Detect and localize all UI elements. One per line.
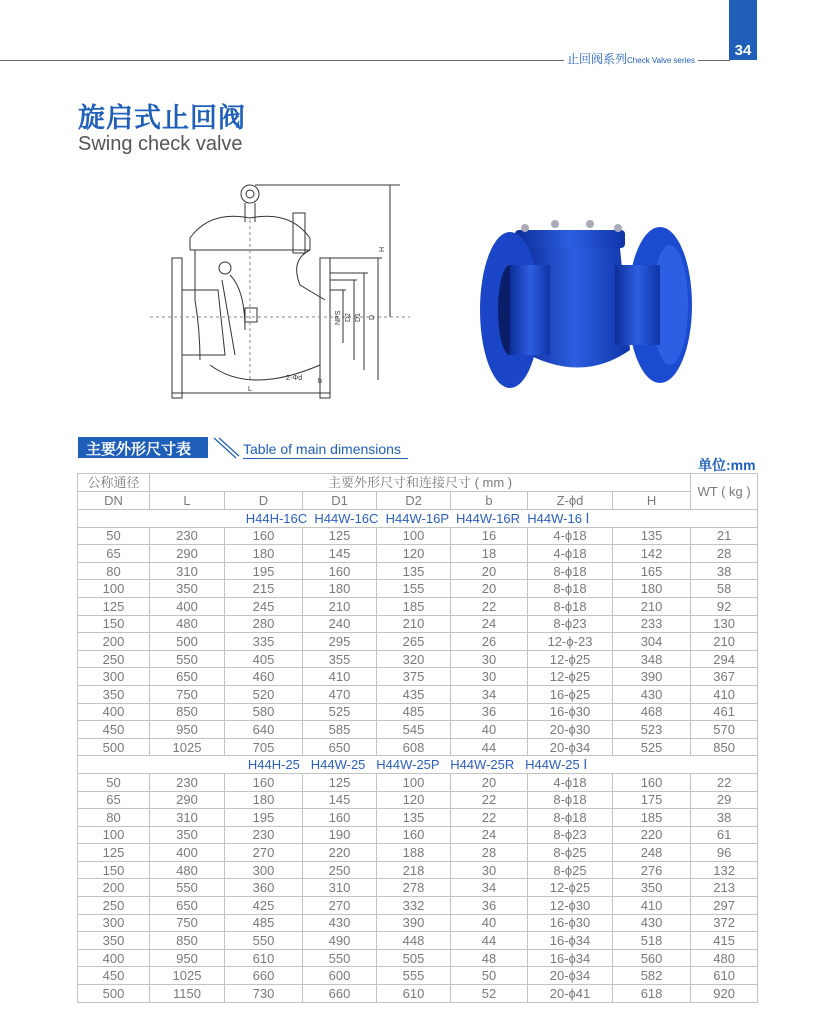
- table-row: [78, 668, 758, 686]
- table-cell: 250: [78, 897, 150, 915]
- table-cell: 160: [613, 773, 691, 791]
- table-cell: 155: [377, 580, 451, 598]
- table-cell: 278: [377, 879, 451, 897]
- table-cell: 310: [303, 879, 377, 897]
- table-row: [78, 879, 758, 897]
- table-cell: 230: [150, 773, 225, 791]
- table-cell: 20-ϕ30: [528, 721, 613, 739]
- table-cell: 350: [150, 580, 225, 598]
- table-cell: 26: [451, 633, 528, 651]
- table-cell: 8-ϕ18: [528, 580, 613, 598]
- table-cell: 220: [613, 826, 691, 844]
- table-cell: 610: [691, 967, 758, 985]
- table-cell: 96: [691, 844, 758, 862]
- table-cell: 8-ϕ18: [528, 597, 613, 615]
- column-header: b: [451, 492, 528, 510]
- table-cell: 468: [613, 703, 691, 721]
- table-cell: 545: [377, 721, 451, 739]
- table-cell: 80: [78, 562, 150, 580]
- table-cell: 1025: [150, 738, 225, 756]
- section-title-cn: 主要外形尺寸表: [78, 437, 208, 458]
- table-cell: 523: [613, 721, 691, 739]
- table-cell: 132: [691, 861, 758, 879]
- table-cell: 65: [78, 791, 150, 809]
- table-cell: 335: [225, 633, 303, 651]
- table-cell: 8-ϕ18: [528, 809, 613, 827]
- group-header: 主要外形尺寸和连接尺寸 ( mm ): [150, 474, 691, 492]
- table-cell: 29: [691, 791, 758, 809]
- table-cell: 608: [377, 738, 451, 756]
- table-cell: 34: [451, 879, 528, 897]
- table-cell: 4-ϕ18: [528, 545, 613, 563]
- table-row: [78, 650, 758, 668]
- table-cell: 280: [225, 615, 303, 633]
- table-cell: 150: [78, 861, 150, 879]
- table-cell: 80: [78, 809, 150, 827]
- table-cell: 425: [225, 897, 303, 915]
- table-cell: 480: [150, 615, 225, 633]
- table-cell: 34: [451, 685, 528, 703]
- wt-header: WT ( kg ): [691, 474, 758, 510]
- page-subtitle: Swing check valve: [78, 133, 243, 155]
- table-row: [78, 967, 758, 985]
- table-cell: 8-ϕ23: [528, 826, 613, 844]
- table-cell: 8-ϕ18: [528, 562, 613, 580]
- table-cell: 355: [303, 650, 377, 668]
- table-row: [78, 773, 758, 791]
- table-row: [78, 685, 758, 703]
- table-cell: 38: [691, 809, 758, 827]
- table-row: [78, 932, 758, 950]
- table-cell: 52: [451, 985, 528, 1003]
- series-models: H44H-25 H44W-25 H44W-25P H44W-25R H44W-25 Ⅰ: [78, 756, 758, 774]
- table-cell: 290: [150, 545, 225, 563]
- table-cell: 16: [451, 527, 528, 545]
- table-cell: 650: [150, 897, 225, 915]
- slash-decoration-icon: [212, 436, 240, 460]
- table-cell: 950: [150, 949, 225, 967]
- table-cell: 850: [691, 738, 758, 756]
- series-en: Check Valve series: [627, 56, 695, 65]
- table-cell: 450: [78, 967, 150, 985]
- table-cell: 450: [78, 721, 150, 739]
- table-cell: 145: [303, 791, 377, 809]
- table-cell: 950: [150, 721, 225, 739]
- table-cell: 200: [78, 879, 150, 897]
- table-cell: 145: [303, 545, 377, 563]
- table-cell: 660: [225, 967, 303, 985]
- table-cell: 350: [613, 879, 691, 897]
- dimensions-table: [77, 473, 758, 1003]
- table-row: [78, 949, 758, 967]
- table-cell: 520: [225, 685, 303, 703]
- table-row: [78, 791, 758, 809]
- table-row: [78, 633, 758, 651]
- table-cell: 100: [78, 580, 150, 598]
- table-cell: 12-ϕ25: [528, 879, 613, 897]
- label-d: D: [369, 314, 376, 320]
- table-cell: 550: [225, 932, 303, 950]
- table-cell: 125: [78, 844, 150, 862]
- table-cell: 185: [377, 597, 451, 615]
- table-row: [78, 597, 758, 615]
- table-cell: 585: [303, 721, 377, 739]
- table-cell: 125: [303, 773, 377, 791]
- table-cell: 120: [377, 791, 451, 809]
- table-cell: 410: [691, 685, 758, 703]
- table-row: [78, 844, 758, 862]
- table-cell: 550: [303, 949, 377, 967]
- table-cell: 550: [150, 650, 225, 668]
- table-cell: 461: [691, 703, 758, 721]
- table-cell: 213: [691, 879, 758, 897]
- table-cell: 48: [451, 949, 528, 967]
- series-row: [78, 756, 758, 774]
- table-cell: 270: [303, 897, 377, 915]
- table-cell: 294: [691, 650, 758, 668]
- table-cell: 16-ϕ34: [528, 949, 613, 967]
- table-cell: 12-ϕ25: [528, 668, 613, 686]
- table-cell: 12-ϕ30: [528, 897, 613, 915]
- table-row: [78, 721, 758, 739]
- label-d1: D1: [355, 313, 362, 322]
- table-cell: 125: [303, 527, 377, 545]
- table-cell: 36: [451, 897, 528, 915]
- table-cell: 460: [225, 668, 303, 686]
- table-cell: 550: [150, 879, 225, 897]
- table-cell: 22: [451, 597, 528, 615]
- series-row: [78, 510, 758, 528]
- table-cell: 215: [225, 580, 303, 598]
- table-cell: 92: [691, 597, 758, 615]
- column-header: D: [225, 492, 303, 510]
- table-cell: 500: [150, 633, 225, 651]
- table-cell: 20-ϕ34: [528, 738, 613, 756]
- table-cell: 290: [150, 791, 225, 809]
- table-cell: 295: [303, 633, 377, 651]
- table-cell: 304: [613, 633, 691, 651]
- table-cell: 405: [225, 650, 303, 668]
- table-cell: 448: [377, 932, 451, 950]
- table-cell: 16-ϕ30: [528, 914, 613, 932]
- table-cell: 485: [377, 703, 451, 721]
- table-cell: 248: [613, 844, 691, 862]
- table-cell: 490: [303, 932, 377, 950]
- table-cell: 400: [150, 597, 225, 615]
- table-cell: 310: [150, 562, 225, 580]
- table-cell: 640: [225, 721, 303, 739]
- table-cell: 650: [303, 738, 377, 756]
- table-cell: 16-ϕ34: [528, 932, 613, 950]
- table-cell: 480: [691, 949, 758, 967]
- table-cell: 135: [377, 562, 451, 580]
- dn-header-cn: 公称通径: [78, 474, 150, 492]
- column-header: Z-ϕd: [528, 492, 613, 510]
- table-cell: 500: [78, 738, 150, 756]
- table-cell: 367: [691, 668, 758, 686]
- table-cell: 415: [691, 932, 758, 950]
- table-row: [78, 703, 758, 721]
- table-cell: 18: [451, 545, 528, 563]
- table-cell: 300: [78, 668, 150, 686]
- table-cell: 16-ϕ25: [528, 685, 613, 703]
- table-cell: 300: [78, 914, 150, 932]
- table-cell: 850: [150, 703, 225, 721]
- table-cell: 470: [303, 685, 377, 703]
- table-cell: 100: [377, 773, 451, 791]
- table-cell: 360: [225, 879, 303, 897]
- table-cell: 233: [613, 615, 691, 633]
- table-cell: 230: [225, 826, 303, 844]
- table-cell: 65: [78, 545, 150, 563]
- table-cell: 920: [691, 985, 758, 1003]
- table-cell: 150: [78, 615, 150, 633]
- table-cell: 375: [377, 668, 451, 686]
- table-cell: 218: [377, 861, 451, 879]
- table-cell: 350: [78, 685, 150, 703]
- table-cell: 525: [303, 703, 377, 721]
- table-cell: 44: [451, 738, 528, 756]
- label-d2: D2: [345, 313, 352, 322]
- table-cell: 165: [613, 562, 691, 580]
- table-cell: 40: [451, 721, 528, 739]
- table-row: [78, 985, 758, 1003]
- table-cell: 100: [78, 826, 150, 844]
- table-row: [78, 809, 758, 827]
- table-cell: 30: [451, 861, 528, 879]
- table-cell: 185: [613, 809, 691, 827]
- table-cell: 160: [377, 826, 451, 844]
- table-cell: 410: [303, 668, 377, 686]
- label-l: L: [248, 386, 252, 393]
- section-title-en: Table of main dimensions: [243, 441, 408, 459]
- table-cell: 1150: [150, 985, 225, 1003]
- table-cell: 297: [691, 897, 758, 915]
- series-models: H44H-16C H44W-16C H44W-16P H44W-16R H44W-16 Ⅰ: [78, 510, 758, 528]
- table-cell: 750: [150, 685, 225, 703]
- table-cell: 160: [303, 562, 377, 580]
- table-cell: 610: [225, 949, 303, 967]
- table-cell: 750: [150, 914, 225, 932]
- table-cell: 8-ϕ23: [528, 615, 613, 633]
- table-cell: 582: [613, 967, 691, 985]
- table-cell: 210: [377, 615, 451, 633]
- table-row: [78, 562, 758, 580]
- valve-product-photo: [470, 210, 710, 400]
- table-cell: 135: [377, 809, 451, 827]
- table-cell: 430: [613, 914, 691, 932]
- table-cell: 44: [451, 932, 528, 950]
- column-header: D1: [303, 492, 377, 510]
- table-row: [78, 580, 758, 598]
- table-cell: 160: [303, 809, 377, 827]
- series-label: [564, 50, 698, 67]
- table-cell: 180: [225, 545, 303, 563]
- table-cell: 20-ϕ34: [528, 967, 613, 985]
- table-cell: 245: [225, 597, 303, 615]
- table-cell: 1025: [150, 967, 225, 985]
- table-cell: 730: [225, 985, 303, 1003]
- table-cell: 372: [691, 914, 758, 932]
- label-h: H: [379, 246, 386, 252]
- table-cell: 130: [691, 615, 758, 633]
- table-cell: 850: [150, 932, 225, 950]
- table-cell: 650: [150, 668, 225, 686]
- table-row: [78, 545, 758, 563]
- table-cell: 100: [377, 527, 451, 545]
- table-cell: 250: [78, 650, 150, 668]
- table-row: [78, 914, 758, 932]
- column-header: D2: [377, 492, 451, 510]
- table-cell: 518: [613, 932, 691, 950]
- table-cell: 20: [451, 773, 528, 791]
- valve-technical-drawing: [150, 180, 410, 400]
- table-cell: 190: [303, 826, 377, 844]
- unit-label: 单位:mm: [698, 457, 756, 473]
- table-cell: 270: [225, 844, 303, 862]
- page-title: 旋启式止回阀: [78, 103, 246, 133]
- table-cell: 555: [377, 967, 451, 985]
- table-cell: 24: [451, 826, 528, 844]
- table-cell: 400: [150, 844, 225, 862]
- series-cn: 止回阀系列: [567, 52, 628, 66]
- table-cell: 4-ϕ18: [528, 527, 613, 545]
- table-cell: 390: [613, 668, 691, 686]
- table-cell: 210: [691, 633, 758, 651]
- table-cell: 485: [225, 914, 303, 932]
- table-cell: 430: [613, 685, 691, 703]
- column-header: H: [613, 492, 691, 510]
- table-cell: 400: [78, 949, 150, 967]
- table-cell: 12-ϕ25: [528, 650, 613, 668]
- table-cell: 4-ϕ18: [528, 773, 613, 791]
- table-cell: 20: [451, 580, 528, 598]
- table-cell: 50: [78, 527, 150, 545]
- table-row: [78, 897, 758, 915]
- table-cell: 240: [303, 615, 377, 633]
- table-cell: 410: [613, 897, 691, 915]
- table-cell: 24: [451, 615, 528, 633]
- table-row: [78, 826, 758, 844]
- table-cell: 120: [377, 545, 451, 563]
- table-cell: 22: [691, 773, 758, 791]
- table-cell: 348: [613, 650, 691, 668]
- table-cell: 200: [78, 633, 150, 651]
- table-cell: 160: [225, 527, 303, 545]
- table-cell: 180: [303, 580, 377, 598]
- table-cell: 22: [451, 791, 528, 809]
- table-cell: 58: [691, 580, 758, 598]
- table-cell: 38: [691, 562, 758, 580]
- table-cell: 20: [451, 562, 528, 580]
- table-cell: 276: [613, 861, 691, 879]
- table-cell: 500: [78, 985, 150, 1003]
- table-cell: 142: [613, 545, 691, 563]
- table-cell: 610: [377, 985, 451, 1003]
- table-cell: 175: [613, 791, 691, 809]
- table-cell: 12-ϕ-23: [528, 633, 613, 651]
- table-cell: 195: [225, 562, 303, 580]
- table-cell: 50: [451, 967, 528, 985]
- label-b: b: [318, 378, 322, 385]
- table-cell: 180: [613, 580, 691, 598]
- table-cell: 135: [613, 527, 691, 545]
- table-cell: 28: [691, 545, 758, 563]
- table-cell: 580: [225, 703, 303, 721]
- table-cell: 8-ϕ25: [528, 861, 613, 879]
- label-z-d: Z-Φd: [286, 375, 303, 382]
- table-cell: 50: [78, 773, 150, 791]
- table-cell: 40: [451, 914, 528, 932]
- column-header: L: [150, 492, 225, 510]
- table-cell: 180: [225, 791, 303, 809]
- table-cell: 16-ϕ30: [528, 703, 613, 721]
- table-row: [78, 738, 758, 756]
- table-cell: 332: [377, 897, 451, 915]
- table-cell: 430: [303, 914, 377, 932]
- table-cell: 265: [377, 633, 451, 651]
- table-cell: 210: [303, 597, 377, 615]
- table-cell: 320: [377, 650, 451, 668]
- table-cell: 188: [377, 844, 451, 862]
- table-cell: 705: [225, 738, 303, 756]
- table-cell: 28: [451, 844, 528, 862]
- table-cell: 250: [303, 861, 377, 879]
- table-cell: 350: [78, 932, 150, 950]
- table-cell: 660: [303, 985, 377, 1003]
- table-cell: 480: [150, 861, 225, 879]
- table-cell: 22: [451, 809, 528, 827]
- table-cell: 230: [150, 527, 225, 545]
- table-cell: 300: [225, 861, 303, 879]
- table-row: [78, 615, 758, 633]
- table-cell: 505: [377, 949, 451, 967]
- table-cell: 220: [303, 844, 377, 862]
- table-cell: 435: [377, 685, 451, 703]
- dn-header: DN: [78, 492, 150, 510]
- table-row: [78, 861, 758, 879]
- table-cell: 525: [613, 738, 691, 756]
- table-cell: 36: [451, 703, 528, 721]
- table-cell: 125: [78, 597, 150, 615]
- table-cell: 560: [613, 949, 691, 967]
- table-cell: 618: [613, 985, 691, 1003]
- table-cell: 400: [78, 703, 150, 721]
- table-cell: 8-ϕ18: [528, 791, 613, 809]
- table-cell: 570: [691, 721, 758, 739]
- table-cell: 390: [377, 914, 451, 932]
- table-cell: 8-ϕ25: [528, 844, 613, 862]
- table-cell: 61: [691, 826, 758, 844]
- table-cell: 30: [451, 650, 528, 668]
- table-cell: 210: [613, 597, 691, 615]
- label-nps: NPS: [335, 310, 342, 325]
- table-cell: 20-ϕ41: [528, 985, 613, 1003]
- table-row: [78, 527, 758, 545]
- table-cell: 195: [225, 809, 303, 827]
- table-cell: 600: [303, 967, 377, 985]
- table-cell: 30: [451, 668, 528, 686]
- table-cell: 21: [691, 527, 758, 545]
- table-cell: 350: [150, 826, 225, 844]
- table-cell: 310: [150, 809, 225, 827]
- table-cell: 160: [225, 773, 303, 791]
- page-number: 34: [734, 42, 752, 59]
